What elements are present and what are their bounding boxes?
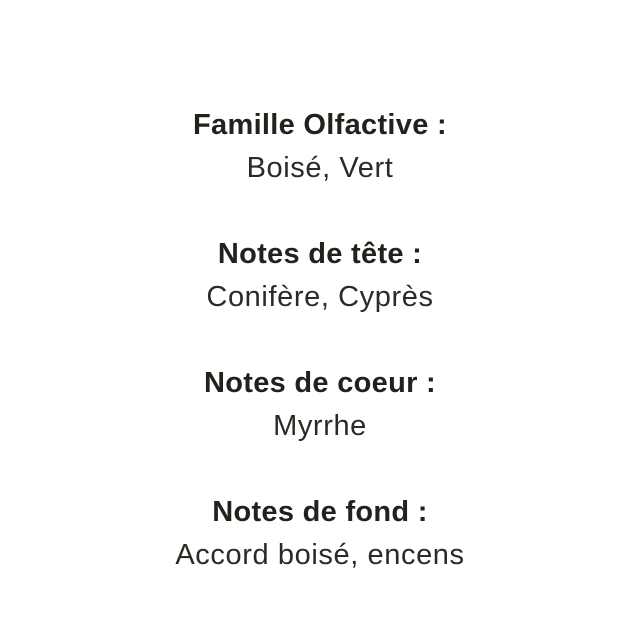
heart-notes-value: Myrrhe [273, 410, 367, 442]
top-notes-value: Conifère, Cyprès [206, 281, 434, 313]
section-notes-de-tete [0, 233, 640, 319]
section-notes-de-coeur [0, 362, 640, 448]
top-notes-label: Notes de tête : [217, 238, 423, 270]
olfactive-family-label: Famille Olfactive : [193, 109, 447, 141]
base-notes-label: Notes de fond : [212, 496, 428, 528]
section-famille-olfactive [0, 104, 640, 190]
section-notes-de-fond [0, 491, 640, 577]
base-notes-value: Accord boisé, encens [175, 539, 465, 571]
heart-notes-label: Notes de coeur : [203, 367, 436, 399]
olfactive-family-value: Boisé, Vert [246, 152, 394, 184]
